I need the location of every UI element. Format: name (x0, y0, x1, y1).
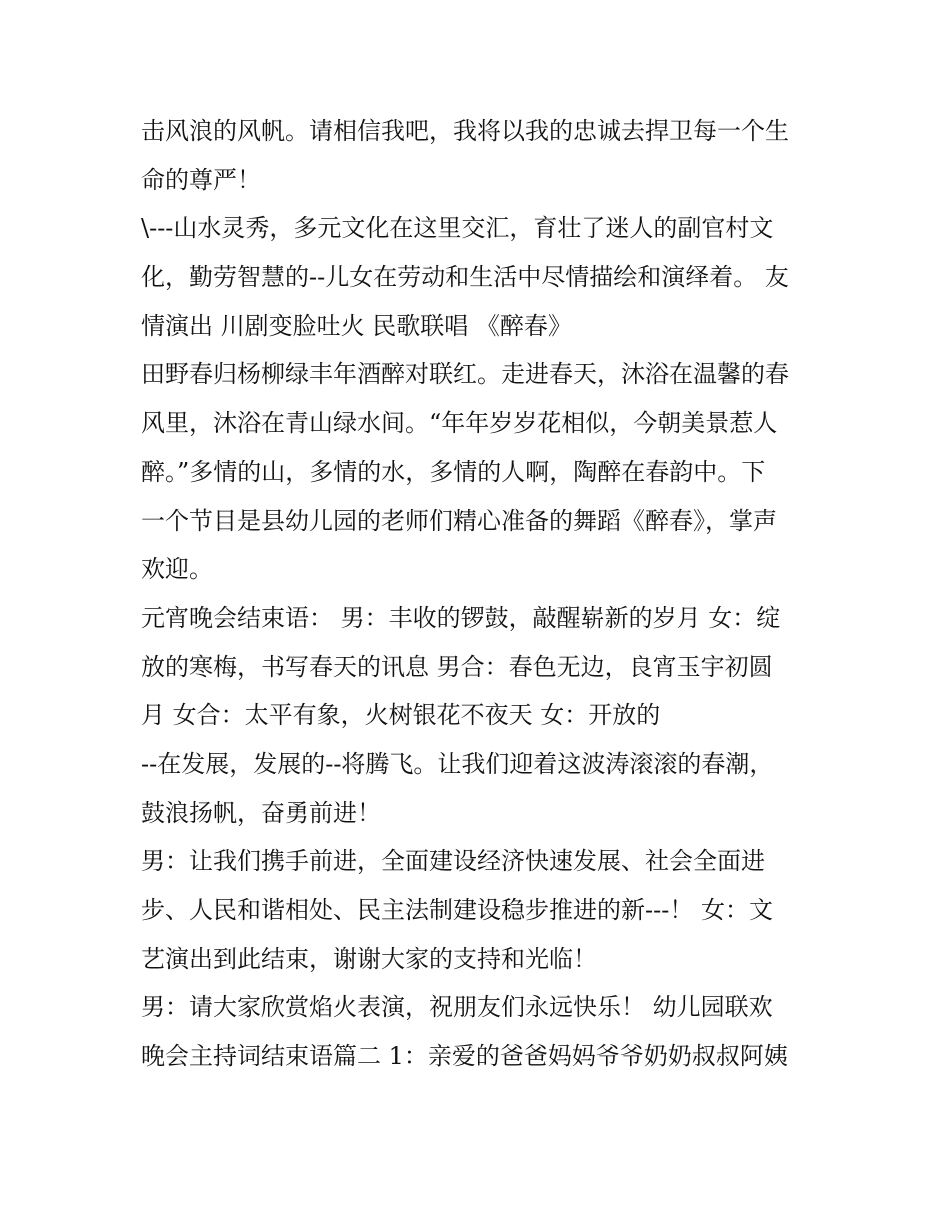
text-line: 元宵晚会结束语： 男：丰收的锣鼓，敲醒崭新的岁月 女：绽 (141, 603, 781, 632)
text-line: 月 女合：太平有象，火树银花不夜天 女：开放的 (141, 701, 661, 730)
text-line: 情演出 川剧变脸吐火 民歌联唱 《醉春》 (141, 311, 572, 340)
text-line: \---山水灵秀，多元文化在这里交汇，育壮了迷人的副官村文 (141, 214, 774, 243)
text-line: 命的尊严！ (141, 165, 261, 194)
text-line: 鼓浪扬帆，奋勇前进！ (141, 798, 381, 827)
text-line: 男：请大家欣赏焰火表演，祝朋友们永远快乐！ 幼儿园联欢 (141, 993, 773, 1022)
text-line: 击风浪的风帆。请相信我吧，我将以我的忠诚去捍卫每一个生 (141, 117, 789, 145)
text-line: 步、人民和谐相处、民主法制建设稳步推进的新---！ 女：文 (141, 896, 773, 924)
text-line: 风里，沐浴在青山绿水间。“年年岁岁花相似，今朝美景惹人 (141, 409, 778, 438)
text-line: 放的寒梅，书写春天的讯息 男合：春色无边，良宵玉宇初圆 (141, 652, 773, 681)
text-line: 晚会主持词结束语篇二 1：亲爱的爸爸妈妈爷爷奶奶叔叔阿姨 (141, 1042, 788, 1071)
text-line: 化，勤劳智慧的--儿女在劳动和生活中尽情描绘和演绎着。 友 (141, 263, 789, 292)
text-line: --在发展，发展的--将腾飞。让我们迎着这波涛滚滚的春潮， (141, 749, 774, 778)
text-line: 艺演出到此结束，谢谢大家的支持和光临！ (141, 944, 597, 973)
text-line: 欢迎。 (141, 555, 213, 584)
text-line: 一个节目是县幼儿园的老师们精心准备的舞蹈《醉春》，掌声 (141, 506, 777, 535)
text-line: 男：让我们携手前进，全面建设经济快速发展、社会全面进 (141, 847, 765, 876)
text-line: 醉。”多情的山，多情的水，多情的人啊，陶醉在春韵中。下 (141, 457, 766, 486)
text-line: 田野春归杨柳绿丰年酒醉对联红。走进春天，沐浴在温馨的春 (141, 360, 789, 389)
document-body (141, 107, 821, 1081)
